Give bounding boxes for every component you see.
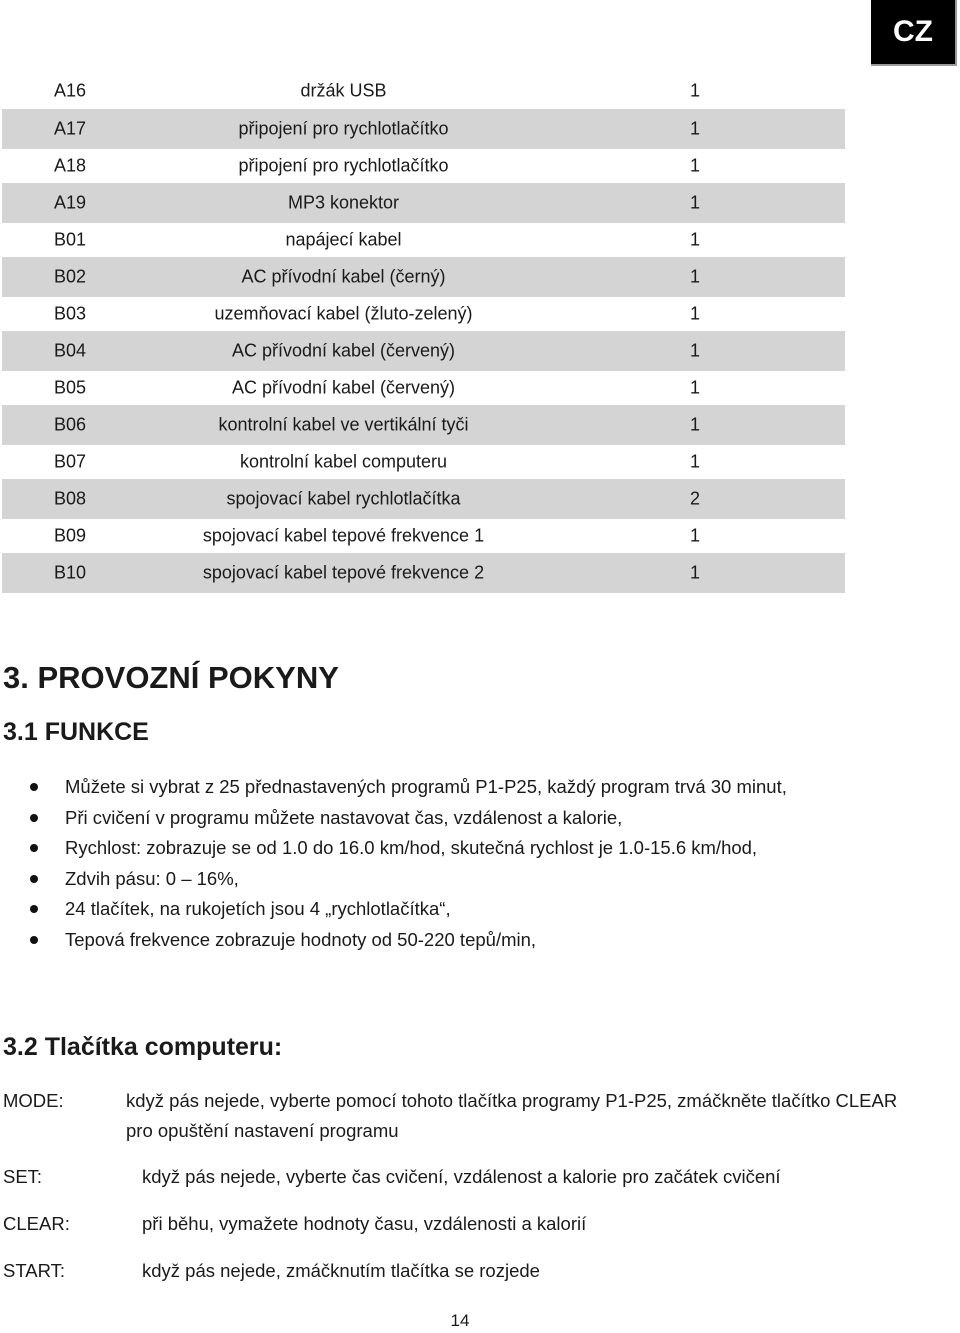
list-item (30, 864, 787, 895)
part-name: napájecí kabel (285, 229, 402, 250)
part-qty: 1 (690, 340, 701, 361)
table-row (2, 223, 845, 257)
table-row (2, 183, 845, 223)
bullet-icon (30, 875, 38, 883)
table-row (2, 331, 845, 371)
part-qty: 1 (690, 266, 701, 287)
table-row (2, 109, 845, 149)
bullet-icon (30, 905, 38, 913)
part-code: B08 (54, 488, 87, 509)
part-qty: 1 (690, 451, 701, 472)
table-row (2, 553, 845, 593)
part-code: A16 (54, 80, 87, 100)
part-code: B03 (54, 303, 87, 324)
list-item (30, 833, 787, 864)
part-code: B01 (54, 229, 87, 250)
part-code: B10 (54, 562, 87, 583)
part-code: B04 (54, 340, 87, 361)
bullet-icon (30, 844, 38, 852)
button-desc: když pás nejede, vyberte pomocí tohoto tlačítka programy P1-P25, zmáčkněte tlačítko CLEAR pro opuštění nastavení programu (126, 1090, 898, 1141)
part-qty: 1 (690, 155, 701, 176)
part-code: B06 (54, 414, 87, 435)
part-code: B02 (54, 266, 87, 287)
feature-text: Při cvičení v programu můžete nastavovat čas, vzdálenost a kalorie, (65, 806, 623, 828)
part-qty: 1 (690, 377, 701, 398)
part-name: spojovací kabel tepové frekvence 2 (202, 562, 485, 583)
part-name: kontrolní kabel computeru (239, 451, 448, 472)
feature-list (30, 772, 787, 955)
bullet-icon (30, 814, 38, 822)
table-row (2, 149, 845, 183)
table-row (2, 371, 845, 405)
subsection-title-functions: 3.1 FUNKCE (3, 718, 149, 746)
part-name: AC přívodní kabel (černý) (241, 266, 446, 287)
parts-table (2, 72, 845, 593)
button-key: START: (3, 1260, 66, 1281)
part-code: B09 (54, 525, 87, 546)
part-code: B07 (54, 451, 87, 472)
part-code: B05 (54, 377, 87, 398)
feature-text: Můžete si vybrat z 25 přednastavených programů P1-P25, každý program trvá 30 minut, (65, 776, 787, 797)
feature-text: Rychlost: zobrazuje se od 1.0 do 16.0 km/hod, skutečná rychlost je 1.0-15.6 km/hod, (65, 837, 758, 858)
part-qty: 1 (690, 118, 701, 139)
button-key: SET: (3, 1166, 43, 1187)
table-row (2, 257, 845, 297)
button-desc: když pás nejede, zmáčknutím tlačítka se rozjede (142, 1260, 540, 1281)
table-row (2, 297, 845, 331)
feature-text: Zdvih pásu: 0 – 16%, (65, 867, 239, 889)
part-name: spojovací kabel tepové frekvence 1 (202, 525, 485, 546)
part-code: A18 (54, 155, 87, 176)
table-row (2, 72, 845, 109)
table-row (2, 445, 845, 479)
table-row (2, 405, 845, 445)
part-name: držák USB (300, 80, 387, 100)
part-name: kontrolní kabel ve vertikální tyči (218, 414, 469, 435)
list-item (30, 894, 787, 925)
part-qty: 1 (690, 562, 701, 583)
part-code: A19 (54, 192, 87, 213)
part-qty: 1 (690, 525, 701, 546)
list-item (30, 772, 787, 803)
feature-text: 24 tlačítek, na rukojetích jsou 4 „rychlotlačítka“, (65, 898, 451, 919)
part-qty: 1 (690, 414, 701, 435)
part-name: spojovací kabel rychlotlačítka (226, 488, 461, 509)
list-item (30, 925, 787, 956)
part-qty: 1 (690, 192, 701, 213)
subsection-title-buttons: 3.2 Tlačítka computeru: (3, 1033, 283, 1061)
list-item (30, 803, 787, 834)
part-code: A17 (54, 118, 87, 139)
button-desc: když pás nejede, vyberte čas cvičení, vzdálenost a kalorie pro začátek cvičení (142, 1166, 781, 1187)
part-qty: 2 (690, 488, 701, 509)
part-name: připojení pro rychlotlačítko (238, 155, 449, 176)
part-qty: 1 (690, 303, 701, 324)
bullet-icon (30, 783, 38, 791)
bullet-icon (30, 936, 38, 944)
button-key: CLEAR: (3, 1213, 70, 1234)
part-qty: 1 (690, 229, 701, 250)
part-name: připojení pro rychlotlačítko (238, 118, 449, 139)
part-name: MP3 konektor (287, 192, 400, 213)
page-number: 14 (450, 1311, 470, 1330)
button-desc: při běhu, vymažete hodnoty času, vzdálenosti a kalorií (142, 1213, 587, 1234)
part-name: uzemňovací kabel (žluto-zelený) (214, 303, 473, 324)
part-name: AC přívodní kabel (červený) (231, 377, 456, 398)
button-key: MODE: (3, 1090, 64, 1111)
part-qty: 1 (690, 80, 701, 100)
feature-text: Tepová frekvence zobrazuje hodnoty od 50-220 tepů/min, (65, 928, 537, 950)
part-name: AC přívodní kabel (červený) (231, 340, 456, 361)
table-row (2, 479, 845, 519)
language-badge: CZ (871, 0, 957, 66)
table-row (2, 519, 845, 553)
section-title: 3. PROVOZNÍ POKYNY (3, 660, 339, 695)
